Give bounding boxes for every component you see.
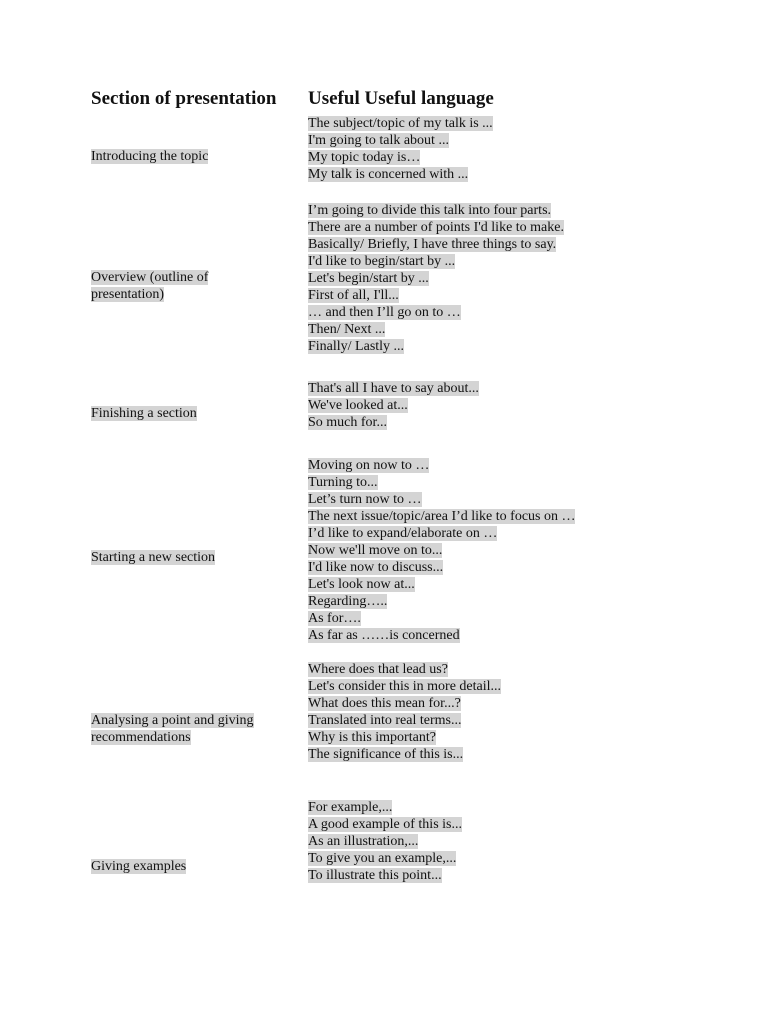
phrase-text: We've looked at...: [308, 398, 408, 413]
phrase-item: [308, 799, 392, 816]
phrase-text: Why is this important?: [308, 730, 436, 745]
phrase-item: [308, 695, 461, 712]
phrase-text: Where does that lead us?: [308, 662, 448, 677]
phrase-item: [308, 816, 462, 833]
phrase-text: Let's begin/start by ...: [308, 271, 429, 286]
phrase-item: [308, 593, 387, 610]
phrase-item: [308, 132, 449, 149]
section-label-text: Starting a new section: [91, 550, 216, 565]
phrase-text: So much for...: [308, 415, 387, 430]
phrase-item: [308, 149, 420, 166]
phrase-text: I'd like now to discuss...: [308, 560, 444, 575]
phrase-text: The next issue/topic/area I’d like to focus on …: [308, 509, 576, 524]
phrase-text: Then/ Next ...: [308, 322, 386, 337]
phrase-text: Basically/ Briefly, I have three things to say.: [308, 237, 557, 252]
phrase-text: Let's look now at...: [308, 577, 415, 592]
phrase-item: [308, 525, 497, 542]
phrase-item: [308, 287, 399, 304]
phrase-item: [308, 397, 408, 414]
phrase-text: Regarding…..: [308, 594, 388, 609]
phrase-text: I'd like to begin/start by ...: [308, 254, 456, 269]
phrase-item: [308, 338, 404, 355]
section-label: [91, 549, 215, 566]
phrase-item: [308, 236, 556, 253]
phrase-text: As an illustration,...: [308, 834, 419, 849]
phrase-text: I'm going to talk about ...: [308, 133, 449, 148]
phrase-item: [308, 414, 387, 431]
section-label-text: Overview (outline of: [91, 270, 209, 285]
phrase-text: Finally/ Lastly ...: [308, 339, 405, 354]
phrase-text: A good example of this is...: [308, 817, 462, 832]
column-header-language: Useful Useful language: [308, 88, 494, 109]
phrase-item: [308, 627, 460, 644]
phrase-item: [308, 542, 442, 559]
phrase-text: Let's consider this in more detail...: [308, 679, 502, 694]
phrase-item: [308, 610, 361, 627]
phrase-text: The subject/topic of my talk is ...: [308, 116, 493, 131]
section-label: [91, 858, 186, 875]
phrase-item: [308, 270, 429, 287]
phrase-text: The significance of this is...: [308, 747, 464, 762]
phrase-item: [308, 850, 456, 867]
phrase-item: [308, 576, 415, 593]
phrase-item: [308, 867, 442, 884]
phrase-text: I’m going to divide this talk into four parts.: [308, 203, 552, 218]
phrase-item: [308, 219, 564, 236]
section-label-text: presentation): [91, 287, 165, 302]
phrase-item: [308, 166, 468, 183]
phrase-text: Moving on now to …: [308, 458, 430, 473]
phrase-text: I’d like to expand/elaborate on …: [308, 526, 498, 541]
phrase-item: [308, 661, 448, 678]
phrase-text: As for….: [308, 611, 361, 626]
section-label: [91, 405, 197, 422]
phrase-text: What does this mean for...?: [308, 696, 461, 711]
section-label: [91, 729, 191, 746]
section-label-text: recommendations: [91, 730, 191, 745]
phrase-item: [308, 253, 455, 270]
column-header-section: Section of presentation: [91, 88, 277, 109]
phrase-item: [308, 115, 493, 132]
section-label-text: Analysing a point and giving: [91, 713, 254, 728]
phrase-text: Turning to...: [308, 475, 378, 490]
phrase-item: [308, 678, 501, 695]
phrase-item: [308, 321, 385, 338]
phrase-item: [308, 304, 461, 321]
phrase-text: My talk is concerned with ...: [308, 167, 469, 182]
section-label: [91, 148, 208, 165]
section-label: [91, 286, 164, 303]
phrase-item: [308, 712, 461, 729]
phrase-text: To illustrate this point...: [308, 868, 442, 883]
phrase-text: First of all, I'll...: [308, 288, 399, 303]
phrase-text: Let’s turn now to …: [308, 492, 422, 507]
section-label-text: Introducing the topic: [91, 149, 209, 164]
phrase-item: [308, 474, 378, 491]
phrase-item: [308, 508, 575, 525]
phrase-item: [308, 202, 551, 219]
phrase-item: [308, 746, 463, 763]
phrase-text: That's all I have to say about...: [308, 381, 479, 396]
phrase-item: [308, 833, 418, 850]
phrase-text: … and then I’ll go on to …: [308, 305, 461, 320]
section-label: [91, 269, 208, 286]
phrase-text: My topic today is…: [308, 150, 421, 165]
phrase-text: Translated into real terms...: [308, 713, 462, 728]
section-label: [91, 712, 254, 729]
phrase-item: [308, 729, 436, 746]
section-label-text: Giving examples: [91, 859, 187, 874]
phrase-text: As far as ……is concerned: [308, 628, 460, 643]
phrase-item: [308, 457, 429, 474]
phrase-item: [308, 491, 422, 508]
phrase-item: [308, 380, 479, 397]
phrase-text: Now we'll move on to...: [308, 543, 443, 558]
phrase-text: There are a number of points I'd like to make.: [308, 220, 564, 235]
phrase-item: [308, 559, 443, 576]
phrase-text: For example,...: [308, 800, 393, 815]
phrase-text: To give you an example,...: [308, 851, 457, 866]
section-label-text: Finishing a section: [91, 406, 197, 421]
